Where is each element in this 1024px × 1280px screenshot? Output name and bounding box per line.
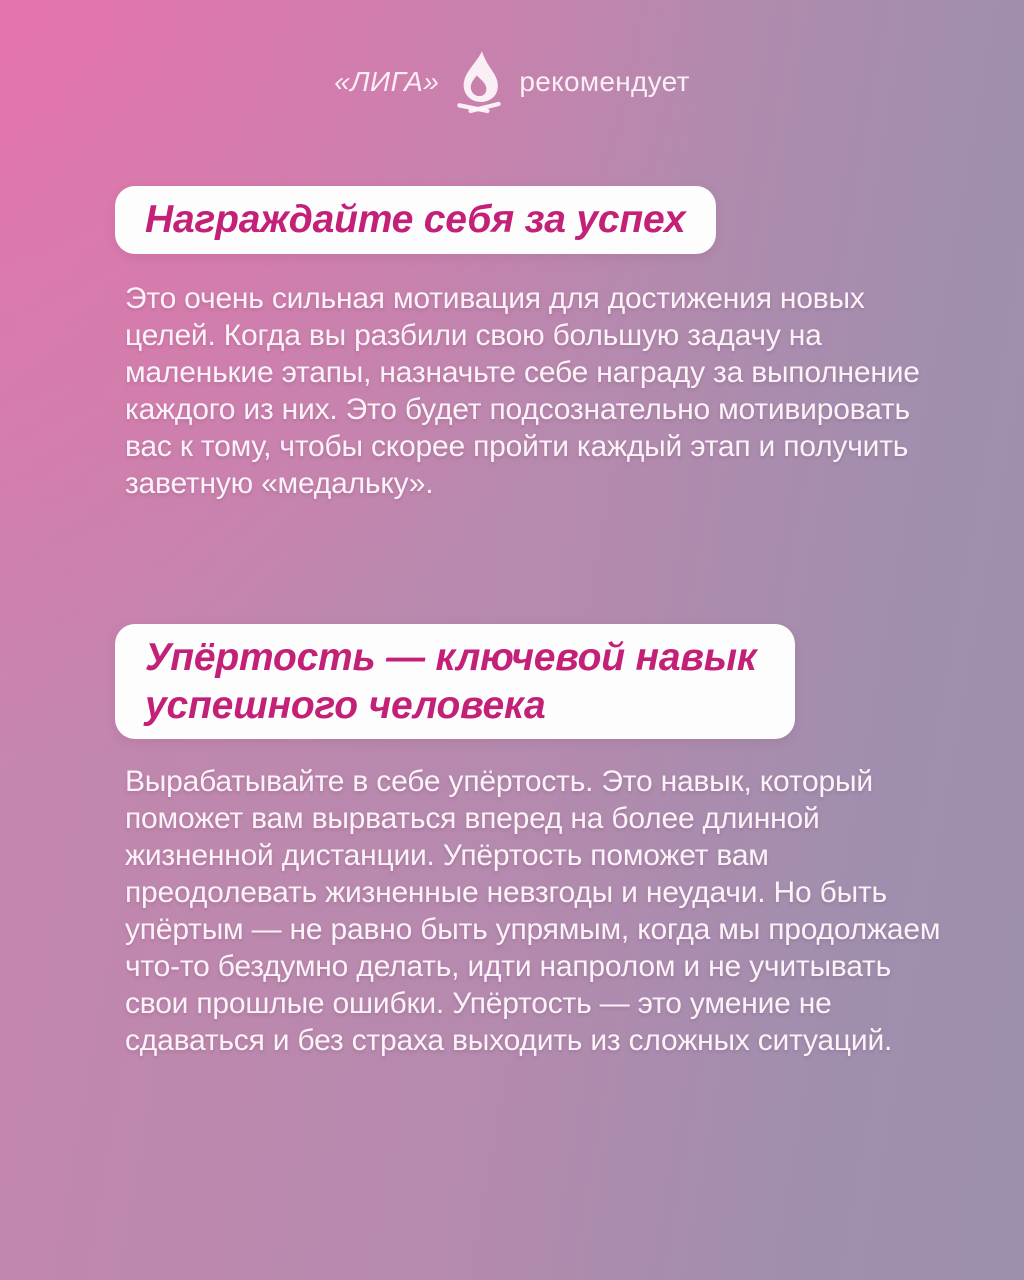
campfire-icon [451,48,507,116]
section-title-persistence: Упёртость — ключевой навык успешного человека [115,624,795,739]
header [0,48,1024,116]
section-title-reward-yourself: Награждайте себя за успех [115,186,716,254]
section-body-persistence: Вырабатывайте в себе упёртость. Это навык, который поможет вам вырваться вперед на более длинной жизненной дистанции. Упёртость поможет вам преодолевать жизненные невзгоды и неудачи. Но быть упёртым — не равно быть упрямым, когда мы продолжаем что-то бездумно делать, идти напролом и не учитывать свои прошлые ошибки. Упёртость — это умение не сдаваться и без страха выходить из сложных ситуаций. [125,765,941,1057]
brand-name: «ЛИГА» [334,66,440,97]
header-label: рекомендует [519,66,690,97]
section-body-reward-yourself: Это очень сильная мотивация для достижения новых целей. Когда вы разбили свою большую задачу на маленькие этапы, назначьте себе награду за выполнение каждого из них. Это будет подсознательно мотивировать вас к тому, чтобы скорее пройти каждый этап и получить заветную «медальку». [125,282,920,500]
